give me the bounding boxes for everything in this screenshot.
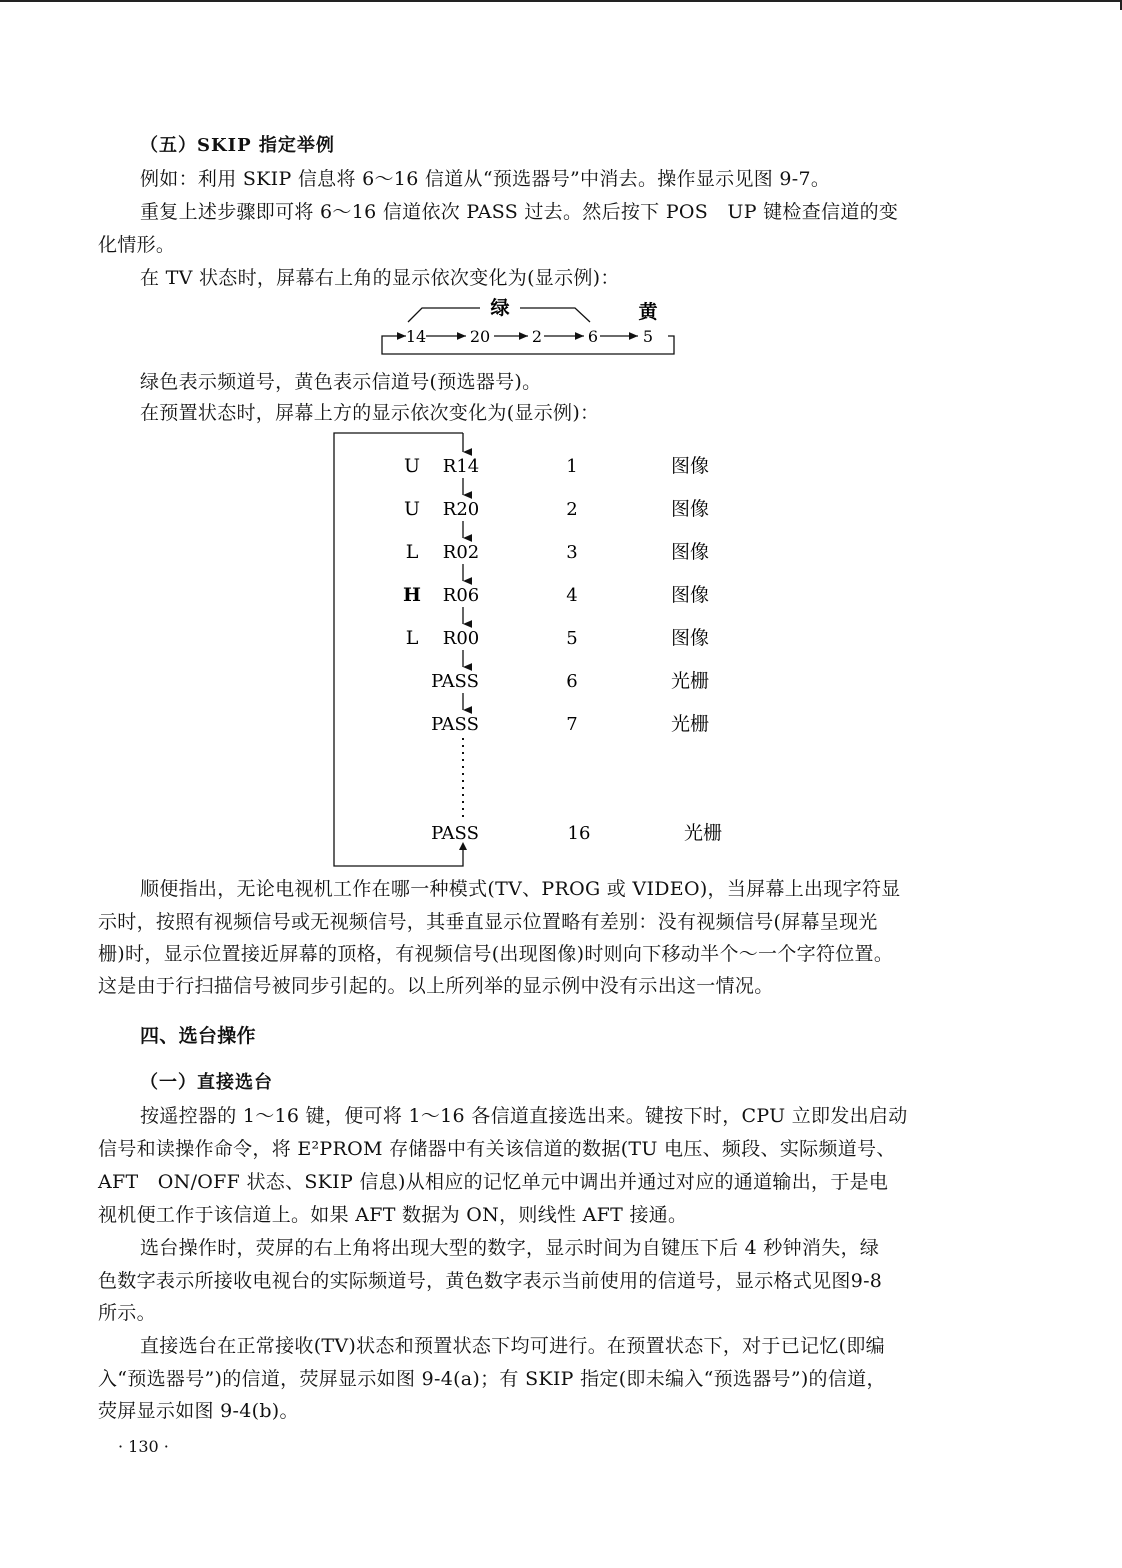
row6-num: 6: [566, 671, 578, 692]
row1-mode: 图像: [670, 455, 710, 477]
paragraph-note-line1: 顺便指出，无论电视机工作在哪一种模式(TV、PROG 或 VIDEO)，当屏幕上出现字符显: [140, 878, 901, 900]
paragraph-note-line4: 这是由于行扫描信号被同步引起的。以上所列举的显示例中没有示出这一情况。: [98, 975, 774, 997]
page-number: · 130 ·: [118, 1437, 169, 1456]
row1-code: R14: [442, 456, 480, 477]
paragraph-b-line2: 色数字表示所接收电视台的实际频道号，黄色数字表示当前使用的信道号，显示格式见图9-8: [98, 1270, 883, 1292]
paragraph-skip-intro: 例如：利用 SKIP 信息将 6～16 信道从“预选器号”中消去。操作显示见图 9-7。: [140, 168, 831, 190]
row6-mode: 光栅: [670, 670, 710, 692]
row4-band: H: [403, 584, 421, 606]
row4-num: 4: [566, 585, 578, 606]
paragraph-color-meaning: 绿色表示频道号，黄色表示信道号(预选器号)。: [140, 371, 542, 393]
row4-code: R06: [442, 585, 480, 606]
row3-num: 3: [566, 542, 578, 563]
row8-mode: 光栅: [683, 822, 723, 844]
row5-code: R00: [442, 628, 480, 649]
row2-num: 2: [566, 499, 578, 520]
paragraph-preset-state: 在预置状态时，屏幕上方的显示依次变化为(显示例)：: [140, 402, 600, 424]
row4-mode: 图像: [670, 584, 710, 606]
subheading-direct-selection: （一）直接选台: [140, 1072, 273, 1093]
seq-value-5: 5: [642, 327, 654, 346]
paragraph-b-line3: 所示。: [98, 1302, 156, 1324]
tv-state-display-diagram: [370, 296, 690, 362]
row8-code: PASS: [431, 823, 479, 844]
seq-value-1: 14: [405, 327, 427, 346]
top-border-line: [0, 0, 1122, 2]
row2-code: R20: [442, 499, 480, 520]
paragraph-a-line1: 按遥控器的 1～16 键，便可将 1～16 各信道直接选出来。键按下时，CPU 立即发出启动: [140, 1105, 908, 1127]
paragraph-c-line3: 荧屏显示如图 9-4(b)。: [98, 1400, 299, 1422]
paragraph-repeat-line2: 化情形。: [98, 234, 176, 256]
green-bracket-right: [520, 308, 590, 322]
row5-num: 5: [566, 628, 578, 649]
seq-value-3: 2: [531, 327, 543, 346]
row3-code: R02: [442, 542, 480, 563]
paragraph-repeat-line1: 重复上述步骤即可将 6～16 信道依次 PASS 过去。然后按下 POS UP 键检查信道的变: [140, 201, 899, 223]
row6-code: PASS: [431, 671, 479, 692]
paragraph-b-line1: 选台操作时，荧屏的右上角将出现大型的数字，显示时间为自键压下后 4 秒钟消失，绿: [140, 1237, 880, 1259]
preset-loop-line: [334, 433, 463, 866]
green-bracket-left: [408, 308, 480, 322]
row3-mode: 图像: [670, 541, 710, 563]
row7-num: 7: [566, 714, 578, 735]
row1-num: 1: [566, 456, 578, 477]
row2-band: U: [403, 498, 421, 520]
seq-value-2: 20: [469, 327, 491, 346]
row5-band: L: [405, 627, 419, 649]
preset-state-display-diagram: [320, 428, 740, 872]
row2-mode: 图像: [670, 498, 710, 520]
paragraph-a-line3: AFT ON/OFF 状态、SKIP 信息)从相应的记忆单元中调出并通过对应的通道输出，于是电: [98, 1171, 889, 1193]
seq-value-4: 6: [587, 327, 599, 346]
paragraph-c-line1: 直接选台在正常接收(TV)状态和预置状态下均可进行。在预置状态下，对于已记忆(即编: [140, 1335, 885, 1357]
section-heading-channel-selection: 四、选台操作: [140, 1025, 256, 1047]
green-label: 绿: [490, 297, 510, 319]
paragraph-a-line2: 信号和读操作命令，将 E²PROM 存储器中有关该信道的数据(TU 电压、频段、实际频道号、: [98, 1138, 896, 1160]
paragraph-tv-state: 在 TV 状态时，屏幕右上角的显示依次变化为(显示例)：: [140, 267, 620, 289]
paragraph-a-line4: 视机便工作于该信道上。如果 AFT 数据为 ON，则线性 AFT 接通。: [98, 1204, 688, 1226]
section-heading-skip-example: （五）SKIP 指定举例: [140, 135, 335, 156]
paragraph-c-line2: 入“预选器号”)的信道，荧屏显示如图 9-4(a)；有 SKIP 指定(即未编入“预选器号”)的信道，: [98, 1368, 886, 1390]
paragraph-note-line3: 栅)时，显示位置接近屏幕的顶格，有视频信号(出现图像)时则向下移动半个～一个字符位置。: [98, 943, 894, 965]
row3-band: L: [405, 541, 419, 563]
row5-mode: 图像: [670, 627, 710, 649]
row7-code: PASS: [431, 714, 479, 735]
yellow-label: 黄: [638, 301, 658, 323]
row1-band: U: [403, 455, 421, 477]
row8-num: 16: [567, 823, 591, 844]
paragraph-note-line2: 示时，按照有视频信号或无视频信号，其垂直显示位置略有差别：没有视频信号(屏幕呈现光: [98, 911, 878, 933]
row7-mode: 光栅: [670, 713, 710, 735]
